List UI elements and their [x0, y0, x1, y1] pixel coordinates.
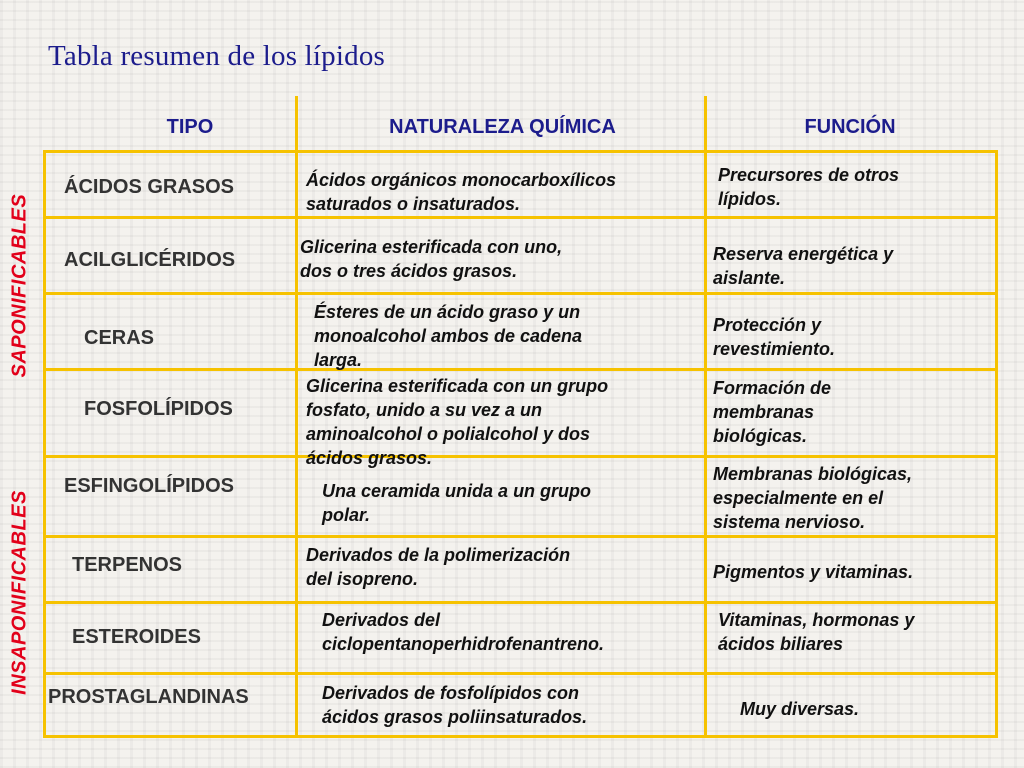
tipo-acilgliceridos: ACILGLICÉRIDOS [64, 249, 236, 271]
naturaleza-ceras: Ésteres de un ácido graso y un monoalcohol ambos de cadena larga. [314, 302, 583, 370]
page-title: Tabla resumen de los lípidos [48, 40, 386, 72]
header-funcion: FUNCIÓN [804, 116, 896, 138]
header-naturaleza: NATURALEZA QUÍMICA [389, 116, 616, 138]
row-divider [43, 672, 998, 675]
header-tipo: TIPO [166, 116, 214, 138]
row-divider [43, 292, 998, 295]
tipo-terpenos: TERPENOS [72, 554, 183, 576]
naturaleza-esteroides: Derivados del ciclopentanoperhidrofenantreno. [322, 610, 605, 654]
column-divider-1 [295, 96, 298, 738]
funcion-terpenos: Pigmentos y vitaminas. [713, 562, 914, 582]
tipo-acidos-grasos: ÁCIDOS GRASOS [64, 176, 235, 198]
tipo-ceras: CERAS [84, 327, 155, 349]
tipo-fosfolipidos: FOSFOLÍPIDOS [84, 398, 233, 420]
funcion-fosfolipidos: Formación de membranas biológicas. [713, 378, 832, 446]
naturaleza-esfingolipidos: Una ceramida unida a un grupo polar. [322, 481, 592, 525]
tipo-esfingolipidos: ESFINGOLÍPIDOS [64, 475, 235, 497]
funcion-prostaglandinas: Muy diversas. [740, 699, 860, 719]
naturaleza-fosfolipidos: Glicerina esterificada con un grupo fosfato, unido a su vez a un aminoalcohol o polialcohol y dos ácidos grasos. [306, 376, 609, 468]
naturaleza-acidos-grasos: Ácidos orgánicos monocarboxílicos saturados o insaturados. [306, 170, 617, 214]
funcion-esteroides: Vitaminas, hormonas y ácidos biliares [718, 610, 915, 654]
group-label-insaponificables: INSAPONIFICABLES [8, 490, 31, 695]
funcion-esfingolipidos: Membranas biológicas, especialmente en el sistema nervioso. [713, 464, 913, 532]
funcion-ceras: Protección y revestimiento. [713, 315, 836, 359]
naturaleza-terpenos: Derivados de la polimerización del isopreno. [306, 545, 571, 589]
tipo-prostaglandinas: PROSTAGLANDINAS [48, 686, 249, 708]
row-divider [43, 601, 998, 604]
column-divider-2 [704, 96, 707, 738]
row-divider [43, 216, 998, 219]
group-label-saponificables: SAPONIFICABLES [8, 193, 31, 378]
naturaleza-acilgliceridos: Glicerina esterificada con uno, dos o tres ácidos grasos. [300, 237, 563, 281]
funcion-acidos-grasos: Precursores de otros lípidos. [718, 165, 900, 209]
row-divider [43, 535, 998, 538]
funcion-acilgliceridos: Reserva energética y aislante. [713, 244, 894, 288]
naturaleza-prostaglandinas: Derivados de fosfolípidos con ácidos grasos poliinsaturados. [322, 683, 588, 727]
tipo-esteroides: ESTEROIDES [72, 626, 201, 648]
